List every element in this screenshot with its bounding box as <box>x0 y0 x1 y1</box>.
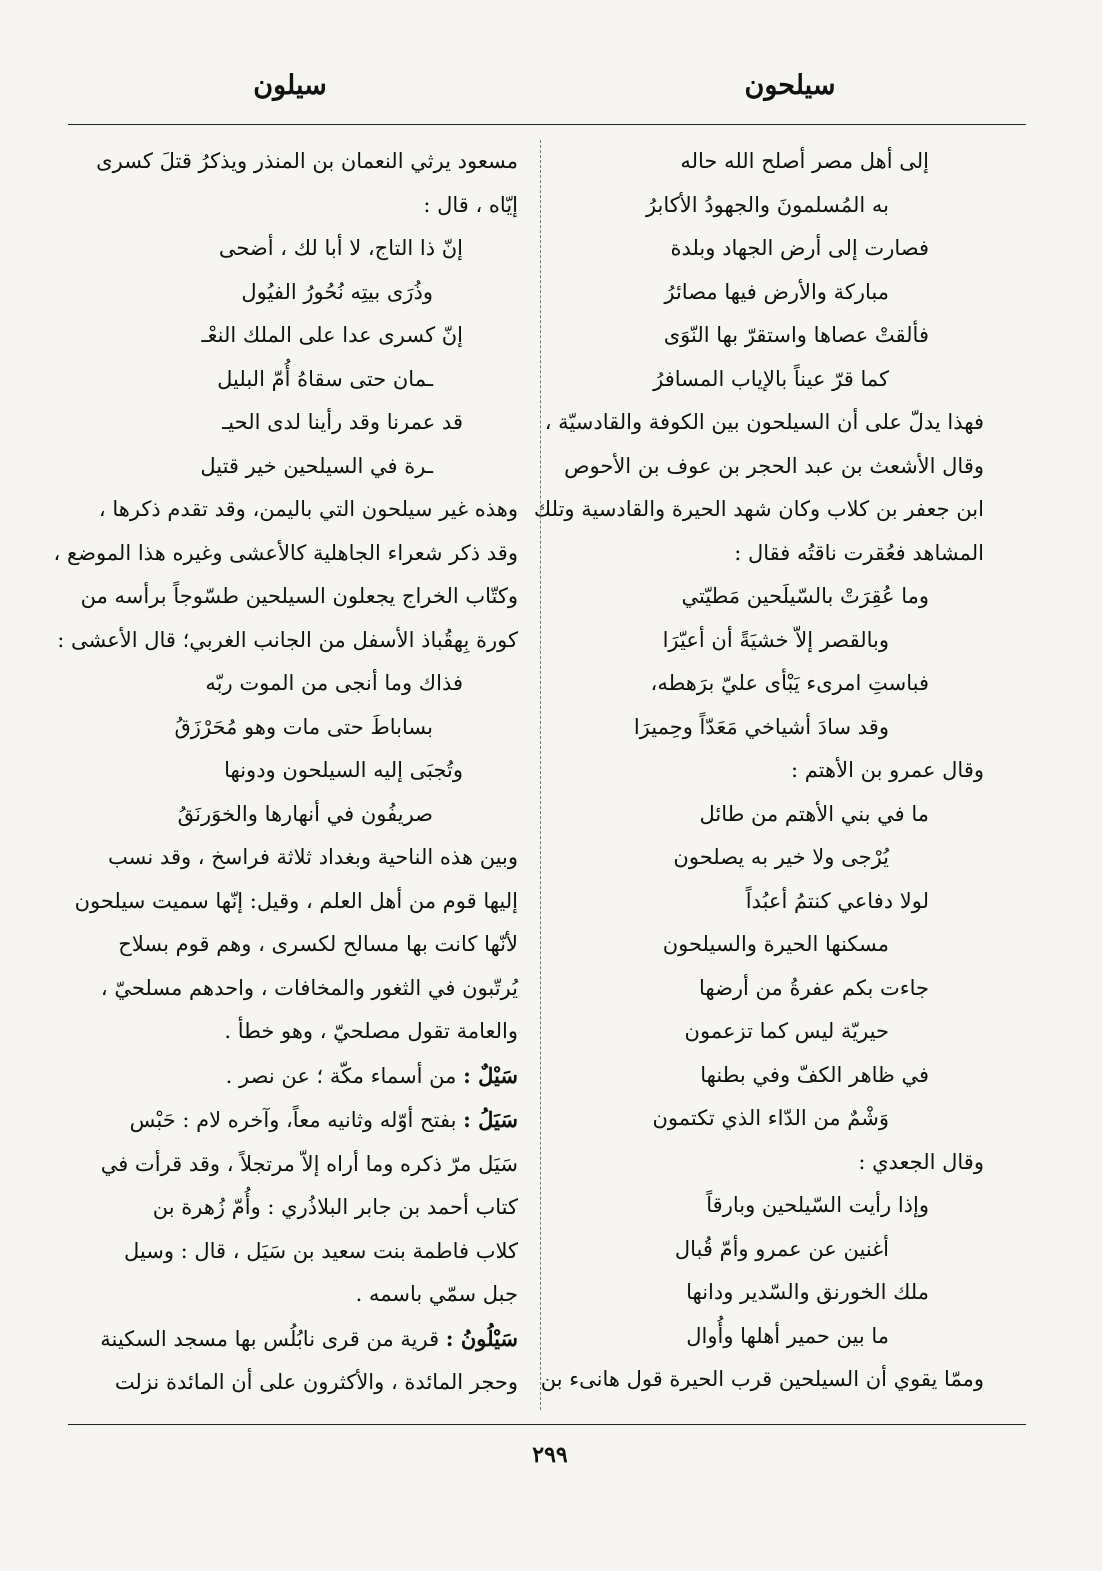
footer-rule <box>68 1424 1026 1425</box>
left-prose-line: إيّاه ، قال : <box>423 192 518 217</box>
right-verse-line: أغنين عن عمرو وأمّ قُبال <box>674 1236 889 1261</box>
right-verse-line: في ظاهر الكفّ وفي بطنها <box>700 1062 929 1087</box>
left-verse-line: إنّ كسرى عدا على الملك النعْـ <box>201 323 463 347</box>
right-verse-line: فصارت إلى أرض الجهاد وبلدة <box>670 236 929 260</box>
right-verse-line: وَشْمٌ من الدّاء الذي تكتمون <box>652 1106 889 1130</box>
left-prose-line: يُرتّبون في الثغور والمخافات ، واحدهم مسلحيّ ، <box>100 975 518 1000</box>
header-rule <box>68 124 1026 125</box>
header-right-title: سيلحون <box>744 70 836 101</box>
left-prose-line: وحجر المائدة ، والأكثرون على أن المائدة نزلت <box>114 1370 518 1394</box>
left-prose-line: كلاب فاطمة بنت سعيد بن سَيَل ، قال : وسيل <box>123 1238 518 1263</box>
right-verse-line: وما عُقِرَتْ بالسّيلَحين مَطيّتي <box>681 584 929 608</box>
entry-text: قرية من قرى نابُلُس بها مسجد السكينة <box>100 1326 446 1351</box>
right-verse-line: ما بين حمير أهلها وأُوال <box>686 1323 889 1348</box>
left-prose-line: والعامة تقول مصلحيّ ، وهو خطأ . <box>224 1019 518 1043</box>
entry-headword: سَيَلُ : <box>463 1107 518 1132</box>
left-prose-line: إليها قوم من أهل العلم ، وقيل: إنّها سميت سيلحون <box>74 888 518 913</box>
left-entry-line <box>72 1317 518 1362</box>
right-verse-line: به المُسلمونَ والجهودُ الأكابرُ <box>645 192 889 217</box>
left-prose-line: سَيَل مرّ ذكره وما أراه إلاّ مرتجلاً ، وقد قرأت في <box>100 1151 518 1176</box>
right-prose-line: وقال عمرو بن الأهتم : <box>790 758 984 782</box>
right-prose-line: المشاهد فعُقرت ناقتُه فقال : <box>734 540 984 565</box>
left-prose-line: وكتّاب الخراج يجعلون السيلحين طسّوجاً برأسه من <box>80 584 518 608</box>
left-entry-line <box>72 1054 518 1099</box>
right-column <box>533 140 984 1402</box>
left-column <box>53 140 518 1405</box>
header-left-title: سيلون <box>253 70 327 101</box>
right-prose-line: وقال الأشعث بن عبد الحجر بن عوف بن الأحوص <box>564 453 984 478</box>
column-separator <box>540 140 541 1410</box>
entry-headword: سَيْلُونُ : <box>445 1325 518 1351</box>
right-prose-line: ابن جعفر بن كلاب وكان شهد الحيرة والقادسية وتلك <box>533 497 984 521</box>
left-prose-line: كورة بِهقُباذ الأسفل من الجانب الغربي؛ قال الأعشى : <box>57 627 518 652</box>
left-verse-line: وتُجبَى إليه السيلحون ودونها <box>224 758 463 782</box>
left-entry-line <box>72 1098 518 1143</box>
left-verse-line: بساباطَ حتى مات وهو مُحَرْزَقُ <box>174 714 433 739</box>
left-verse-line: ـرة في السيلحين خير قتيل <box>200 453 433 478</box>
right-prose-line: فهذا يدلّ على أن السيلحون بين الكوفة والقادسيّة ، <box>544 410 984 434</box>
left-prose-line: وهذه غير سيلحون التي باليمن، وقد تقدم ذكرها ، <box>98 497 518 521</box>
left-prose-line: وبين هذه الناحية وبغداد ثلاثة فراسخ ، وقد نسب <box>108 845 518 869</box>
left-verse-line: قد عمرنا وقد رأينا لدى الحيـ <box>222 410 463 434</box>
left-prose-line: وقد ذكر شعراء الجاهلية كالأعشى وغيره هذا الموضع ، <box>53 540 518 565</box>
left-verse-line: ـمان حتى سقاهُ أُمّ البليل <box>217 366 433 391</box>
right-verse-line: مسكنها الحيرة والسيلحون <box>662 932 889 956</box>
right-verse-line: وقد سادَ أشياخي مَعَدّاً وحِميرَا <box>633 714 889 739</box>
entry-text: بفتح أوّله وثانيه معاً، وآخره لام : حَبْس <box>129 1108 464 1132</box>
right-verse-line: وبالقصر إلاّ خشيَةً أن أعيّرَا <box>662 627 889 652</box>
right-prose-line: وقال الجعدي : <box>858 1149 984 1174</box>
left-prose-line: جبل سمّي باسمه . <box>355 1282 518 1306</box>
right-verse-line: إلى أهل مصر أصلح الله حاله <box>680 149 929 173</box>
right-verse-line: مباركة والأرض فيها مصائرُ <box>664 279 889 304</box>
right-verse-line: جاءت بكم عفرةُ من أرضها <box>698 975 929 1000</box>
entry-text: من أسماء مكّة ؛ عن نصر . <box>225 1063 464 1088</box>
right-verse-line: وإذا رأيت السّيلحين وبارقاً <box>706 1193 929 1217</box>
right-verse-line: حيريّة ليس كما تزعمون <box>684 1019 889 1043</box>
left-prose-line: لأنّها كانت بها مسالح لكسرى ، وهم قوم بسلاح <box>118 932 518 956</box>
right-verse-line: كما قرّ عيناً بالإياب المسافرُ <box>653 366 889 391</box>
right-verse-line: لولا دفاعي كنتمُ أعبُداً <box>745 888 929 913</box>
right-verse-line: فباستِ امرىء يَبْأى عليّ برَهطه، <box>650 671 929 695</box>
page-number: ٢٩٩ <box>532 1442 568 1468</box>
right-verse-line: يُرْجى ولا خير به يصلحون <box>673 845 889 869</box>
right-verse-line: فألقتْ عصاها واستقرّ بها النّوَى <box>663 323 929 347</box>
right-verse-line: ملك الخورنق والسّدير ودانها <box>686 1280 929 1304</box>
right-verse-line: ما في بني الأهتم من طائل <box>699 801 929 826</box>
right-prose-line: وممّا يقوي أن السيلحين قرب الحيرة قول هانىء بن <box>540 1367 984 1391</box>
left-prose-line: مسعود يرثي النعمان بن المنذر ويذكرُ قتلَ كسرى <box>96 149 518 173</box>
left-verse-line: إنّ ذا التاج، لا أبا لك ، أضحى <box>218 236 463 260</box>
left-verse-line: وذُرَى بيتِه نُحُورُ الفيُول <box>241 279 433 304</box>
left-prose-line: كتاب أحمد بن جابر البلاذُري : وأُمّ زُهرة بن <box>152 1195 518 1219</box>
left-verse-line: صريفُون في أنهارها والخوَرنَقُ <box>177 801 433 826</box>
entry-headword: سَيْلٌ : <box>463 1062 518 1088</box>
left-verse-line: فذاك وما أنجى من الموت ربّه <box>205 671 463 695</box>
